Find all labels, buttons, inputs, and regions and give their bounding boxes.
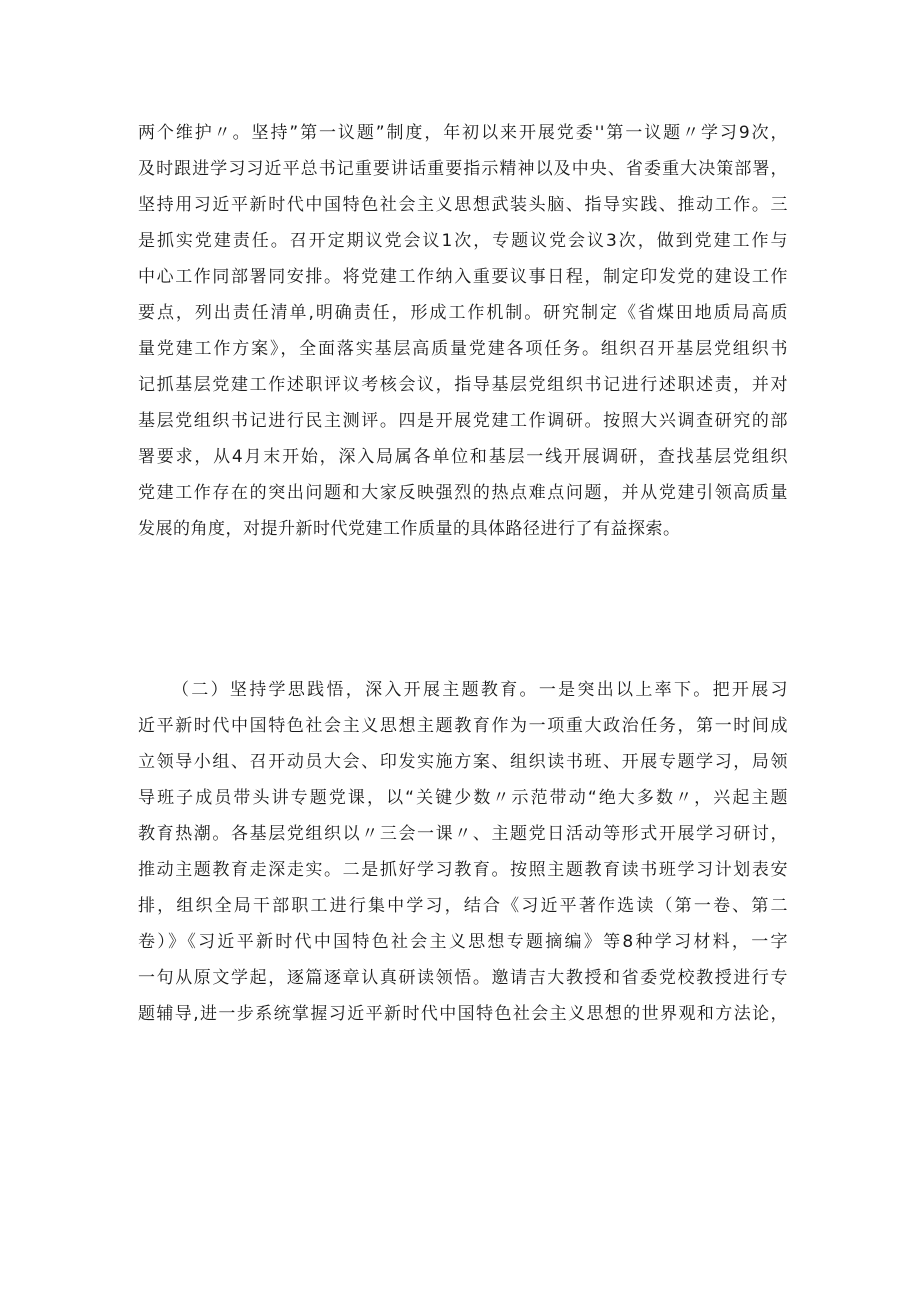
text-line: 题辅导,进一步系统掌握习近平新时代中国特色社会主义思想的世界观和方法论， xyxy=(138,1004,788,1024)
text-line: 卷）》《习近平新时代中国特色社会主义思想专题摘编》等8种学习材料，一字 xyxy=(138,932,788,952)
text-line: 署要求，从4月末开始，深入局属各单位和基层一线开展调研，查找基层党组织 xyxy=(138,447,788,467)
text-line: 坚持用习近平新时代中国特色社会主义思想武装头脑、指导实践、推动工作。三 xyxy=(138,195,788,215)
text-line: 教育热潮。各基层党组织以〃三会一课〃、主题党日活动等形式开展学习研讨， xyxy=(138,824,788,844)
text-line: 党建工作存在的突出问题和大家反映强烈的热点难点问题，并从党建引领高质量 xyxy=(138,483,788,503)
paragraph-theme-education xyxy=(138,672,788,1032)
text-line: 记抓基层党建工作述职评议考核会议，指导基层党组织书记进行述职述责，并对 xyxy=(138,375,788,395)
text-line: 是抓实党建责任。召开定期议党会议1次，专题议党会议3次，做到党建工作与 xyxy=(138,231,788,251)
text-line: 发展的角度，对提升新时代党建工作质量的具体路径进行了有益探索。 xyxy=(138,519,681,539)
text-line: 导班子成员带头讲专题党课，以“关键少数〃示范带动“绝大多数〃，兴起主题 xyxy=(138,788,788,808)
text-line: 要点，列出责任清单,明确责任，形成工作机制。研究制定《省煤田地质局高质 xyxy=(138,303,788,323)
text-line: （二）坚持学思践悟，深入开展主题教育。一是突出以上率下。把开展习 xyxy=(172,680,788,700)
text-line: 中心工作同部署同安排。将党建工作纳入重要议事日程，制定印发党的建设工作 xyxy=(138,267,788,287)
text-line: 量党建工作方案》，全面落实基层高质量党建各项任务。组织召开基层党组织书 xyxy=(138,339,788,359)
text-line: 两个维护〃。坚持”第一议题”制度，年初以来开展党委''第一议题〃学习9次， xyxy=(138,123,788,143)
text-line: 排，组织全局干部职工进行集中学习，结合《习近平著作选读（第一卷、第二 xyxy=(138,896,788,916)
text-line: 一句从原文学起，逐篇逐章认真研读领悟。邀请吉大教授和省委党校教授进行专 xyxy=(138,968,788,988)
text-line: 基层党组织书记进行民主测评。四是开展党建工作调研。按照大兴调查研究的部 xyxy=(138,411,788,431)
text-line: 推动主题教育走深走实。二是抓好学习教育。按照主题教育读书班学习计划表安 xyxy=(138,860,788,880)
text-line: 近平新时代中国特色社会主义思想主题教育作为一项重大政治任务，第一时间成 xyxy=(138,716,788,736)
text-line: 及时跟进学习习近平总书记重要讲话重要指示精神以及中央、省委重大决策部署， xyxy=(138,159,788,179)
text-line: 立领导小组、召开动员大会、印发实施方案、组织读书班、开展专题学习，局领 xyxy=(138,752,788,772)
paragraph-party-building xyxy=(138,115,788,547)
